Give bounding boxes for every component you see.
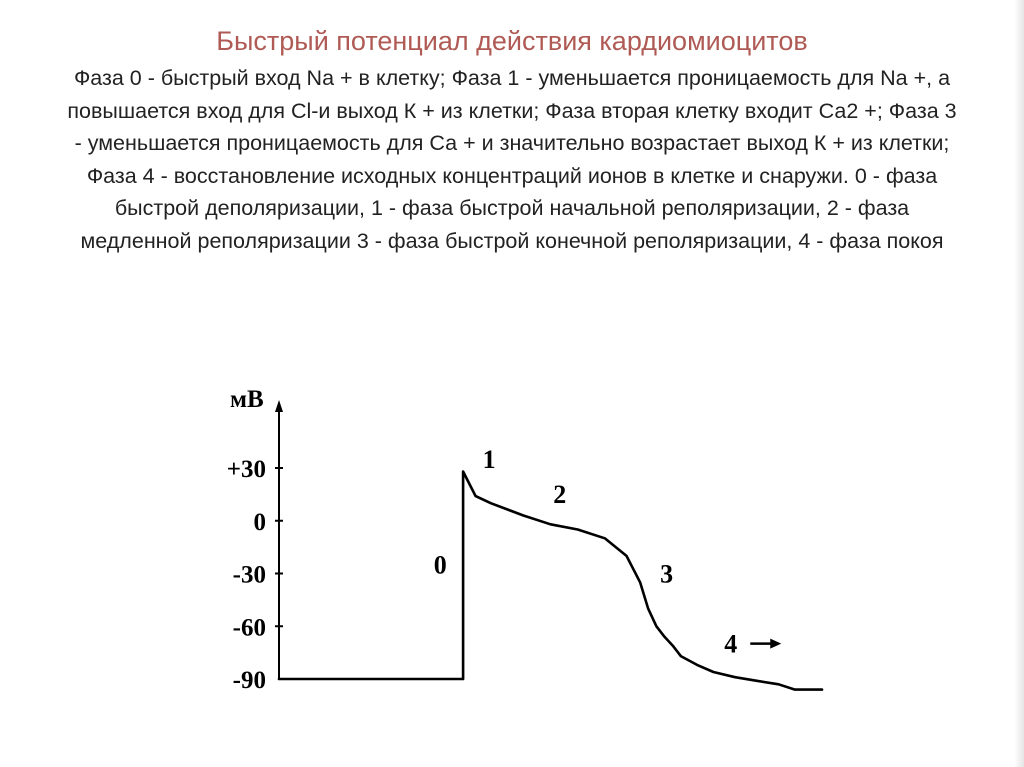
y-tick-label: -30 <box>232 561 266 589</box>
y-tick-label: +30 <box>226 456 266 483</box>
phase-label-2: 2 <box>553 480 567 510</box>
slide-header <box>40 24 984 257</box>
slide-title: Быстрый потенциал действия кардиомиоцитов <box>216 26 808 56</box>
y-axis-arrowhead <box>275 400 283 412</box>
action-potential-curve <box>279 472 822 690</box>
curve-layer <box>279 472 822 690</box>
labels-layer <box>434 445 782 659</box>
phase4-arrow-head <box>770 639 781 649</box>
axis-layer <box>227 386 283 694</box>
y-axis-label: мВ <box>230 386 264 413</box>
y-tick-label: -90 <box>232 667 266 694</box>
phase-label-0: 0 <box>433 550 447 580</box>
y-tick-label: -60 <box>232 614 266 642</box>
phase-label-3: 3 <box>660 559 674 589</box>
phase-label-1: 1 <box>482 445 496 474</box>
action-potential-chart <box>0 360 1024 767</box>
y-tick-label: 0 <box>253 508 266 536</box>
phase-label-4: 4 <box>724 629 738 659</box>
slide-description: Фаза 0 - быстрый вход Na + в клетку; Фаза 1 - уменьшается проницаемость для Na +, а повышается вход для Cl-и выход К + из клетки; Фаза вторая клетку входит Са2 +; Фаза 3 - уменьшается проницаемость для Са + и значительно возрастает выход К + из клетки; Фаза 4 - восстановление исходных концентраций ионов в клетке и снаружи. 0 - фаза быстрой деполяризации, 1 - фаза быстрой начальной реполяризации, 2 - фаза медленной реполяризации 3 - фаза быстрой конечной реполяризации, 4 - фаза покоя <box>67 66 957 253</box>
